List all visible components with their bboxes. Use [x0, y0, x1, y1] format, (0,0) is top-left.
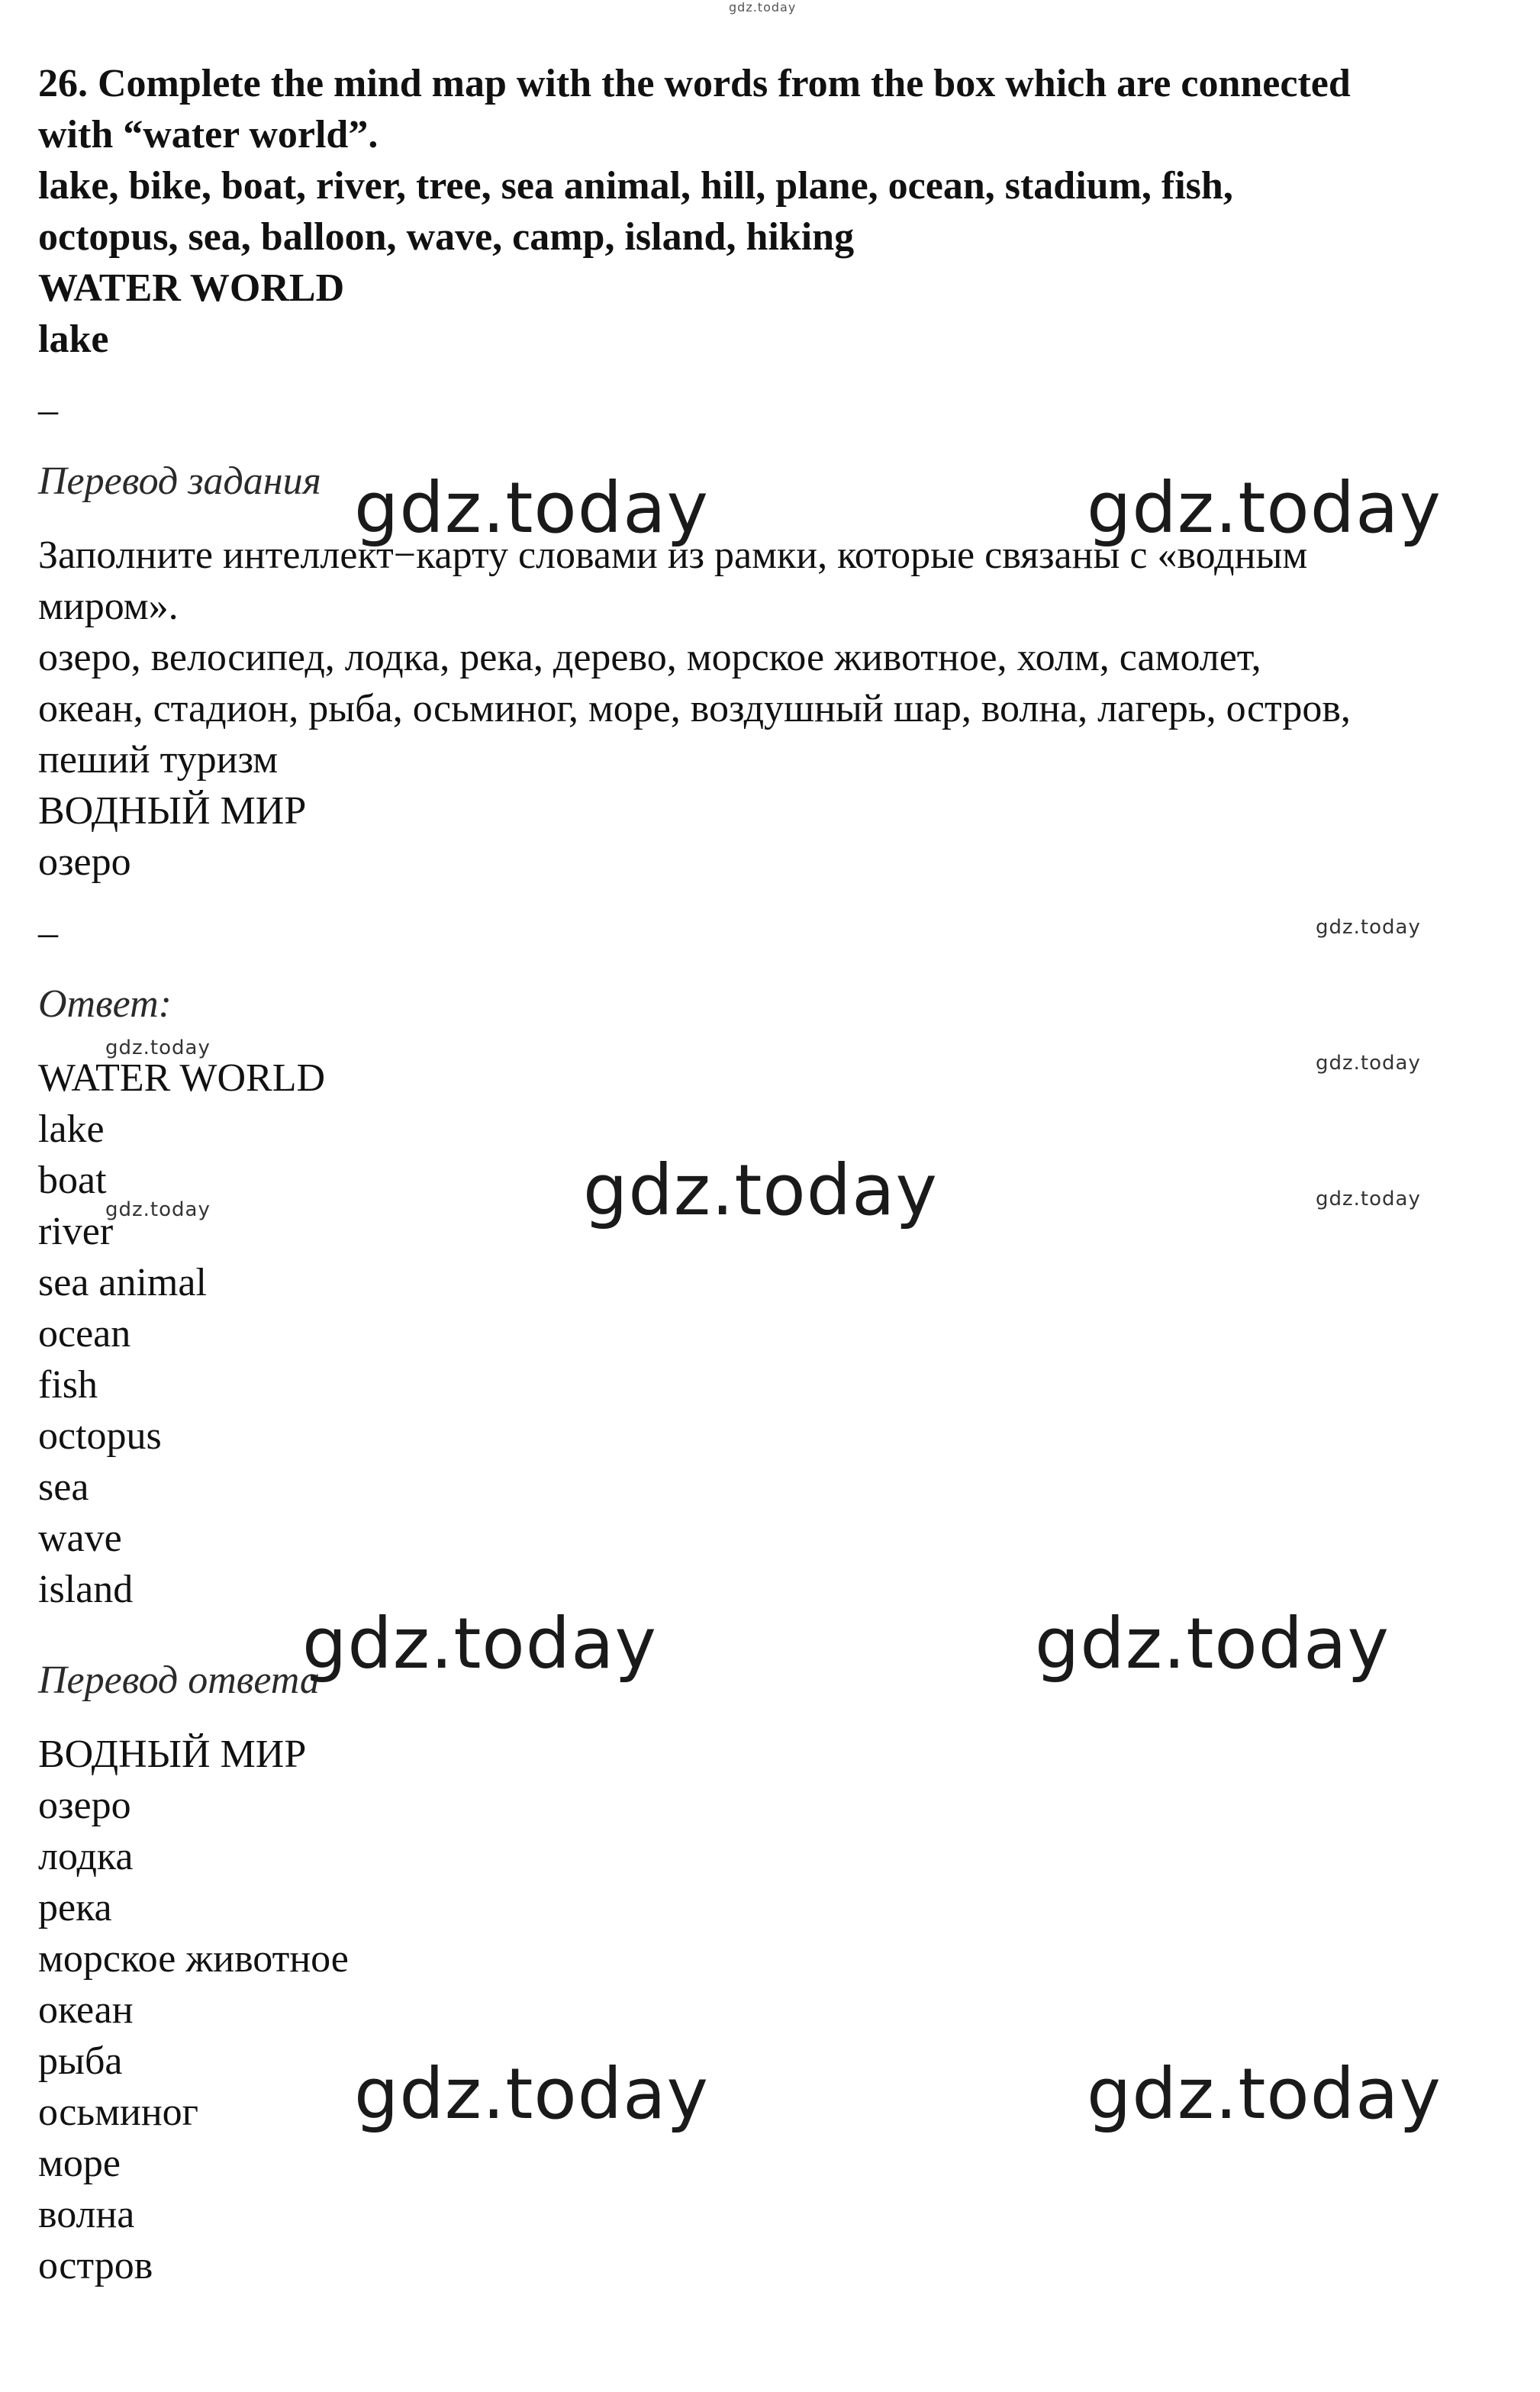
- answer-word: island: [38, 1568, 134, 1611]
- answer-translation-center: ВОДНЫЙ МИР: [38, 1733, 307, 1776]
- translation-line-1: Заполните интеллект−карту словами из рамки, которые связаны с «водным: [38, 534, 1308, 577]
- watermark-logo: gdz.today: [302, 1603, 657, 1684]
- watermark-logo: gdz.today: [105, 1198, 211, 1221]
- mind-map-center: WATER WORLD: [38, 266, 345, 310]
- answer-translation-word: рыба: [38, 2039, 123, 2083]
- watermark-logo: gdz.today: [729, 0, 797, 15]
- answer-translation-label: Перевод ответа: [38, 1659, 320, 1702]
- mind-map-example: lake: [38, 318, 109, 361]
- answer-word: ocean: [38, 1312, 131, 1356]
- watermark-logo: gdz.today: [354, 2053, 709, 2135]
- translation-example: озеро: [38, 840, 131, 884]
- answer-translation-word: река: [38, 1886, 112, 1929]
- answer-translation-word: волна: [38, 2193, 135, 2236]
- answer-translation-word: лодка: [38, 1835, 134, 1878]
- watermark-logo: gdz.today: [1316, 916, 1421, 939]
- task-heading-line-1: 26. Complete the mind map with the words from the box which are connected: [38, 62, 1351, 105]
- task-dash: –: [38, 388, 58, 432]
- answer-translation-word: озеро: [38, 1784, 131, 1827]
- watermark-logo: gdz.today: [354, 467, 709, 549]
- answer-word: lake: [38, 1107, 105, 1151]
- answer-word: boat: [38, 1159, 107, 1202]
- word-box-line-2: octopus, sea, balloon, wave, camp, island, hiking: [38, 215, 855, 259]
- answer-translation-word: остров: [38, 2244, 153, 2287]
- answer-label: Ответ:: [38, 982, 172, 1026]
- answer-translation-word: осьминог: [38, 2091, 198, 2134]
- answer-word: octopus: [38, 1414, 162, 1458]
- translation-dash: –: [38, 911, 58, 955]
- translation-line-5: пеший туризм: [38, 738, 279, 782]
- translation-line-4: океан, стадион, рыба, осьминог, море, воздушный шар, волна, лагерь, остров,: [38, 687, 1351, 730]
- translation-center: ВОДНЫЙ МИР: [38, 789, 307, 833]
- answer-translation-word: море: [38, 2142, 121, 2185]
- answer-center: WATER WORLD: [38, 1056, 326, 1100]
- answer-translation-word: океан: [38, 1988, 134, 2032]
- word-box-line-1: lake, bike, boat, river, tree, sea animal, hill, plane, ocean, stadium, fish,: [38, 164, 1233, 208]
- answer-word: wave: [38, 1517, 122, 1560]
- answer-translation-word: морское животное: [38, 1937, 349, 1981]
- answer-word: sea animal: [38, 1261, 207, 1304]
- watermark-logo: gdz.today: [105, 1036, 211, 1059]
- watermark-logo: gdz.today: [1087, 467, 1442, 549]
- watermark-logo: gdz.today: [1316, 1188, 1421, 1211]
- translation-line-2: миром».: [38, 585, 179, 628]
- watermark-logo: gdz.today: [1316, 1052, 1421, 1075]
- translation-label: Перевод задания: [38, 459, 321, 503]
- watermark-logo: gdz.today: [1087, 2053, 1442, 2135]
- task-heading-line-2: with “water world”.: [38, 113, 379, 156]
- answer-word: river: [38, 1210, 114, 1253]
- watermark-logo: gdz.today: [583, 1149, 938, 1231]
- watermark-logo: gdz.today: [1035, 1603, 1390, 1684]
- translation-line-3: озеро, велосипед, лодка, река, дерево, морское животное, холм, самолет,: [38, 636, 1261, 679]
- answer-word: sea: [38, 1465, 89, 1509]
- answer-word: fish: [38, 1363, 98, 1407]
